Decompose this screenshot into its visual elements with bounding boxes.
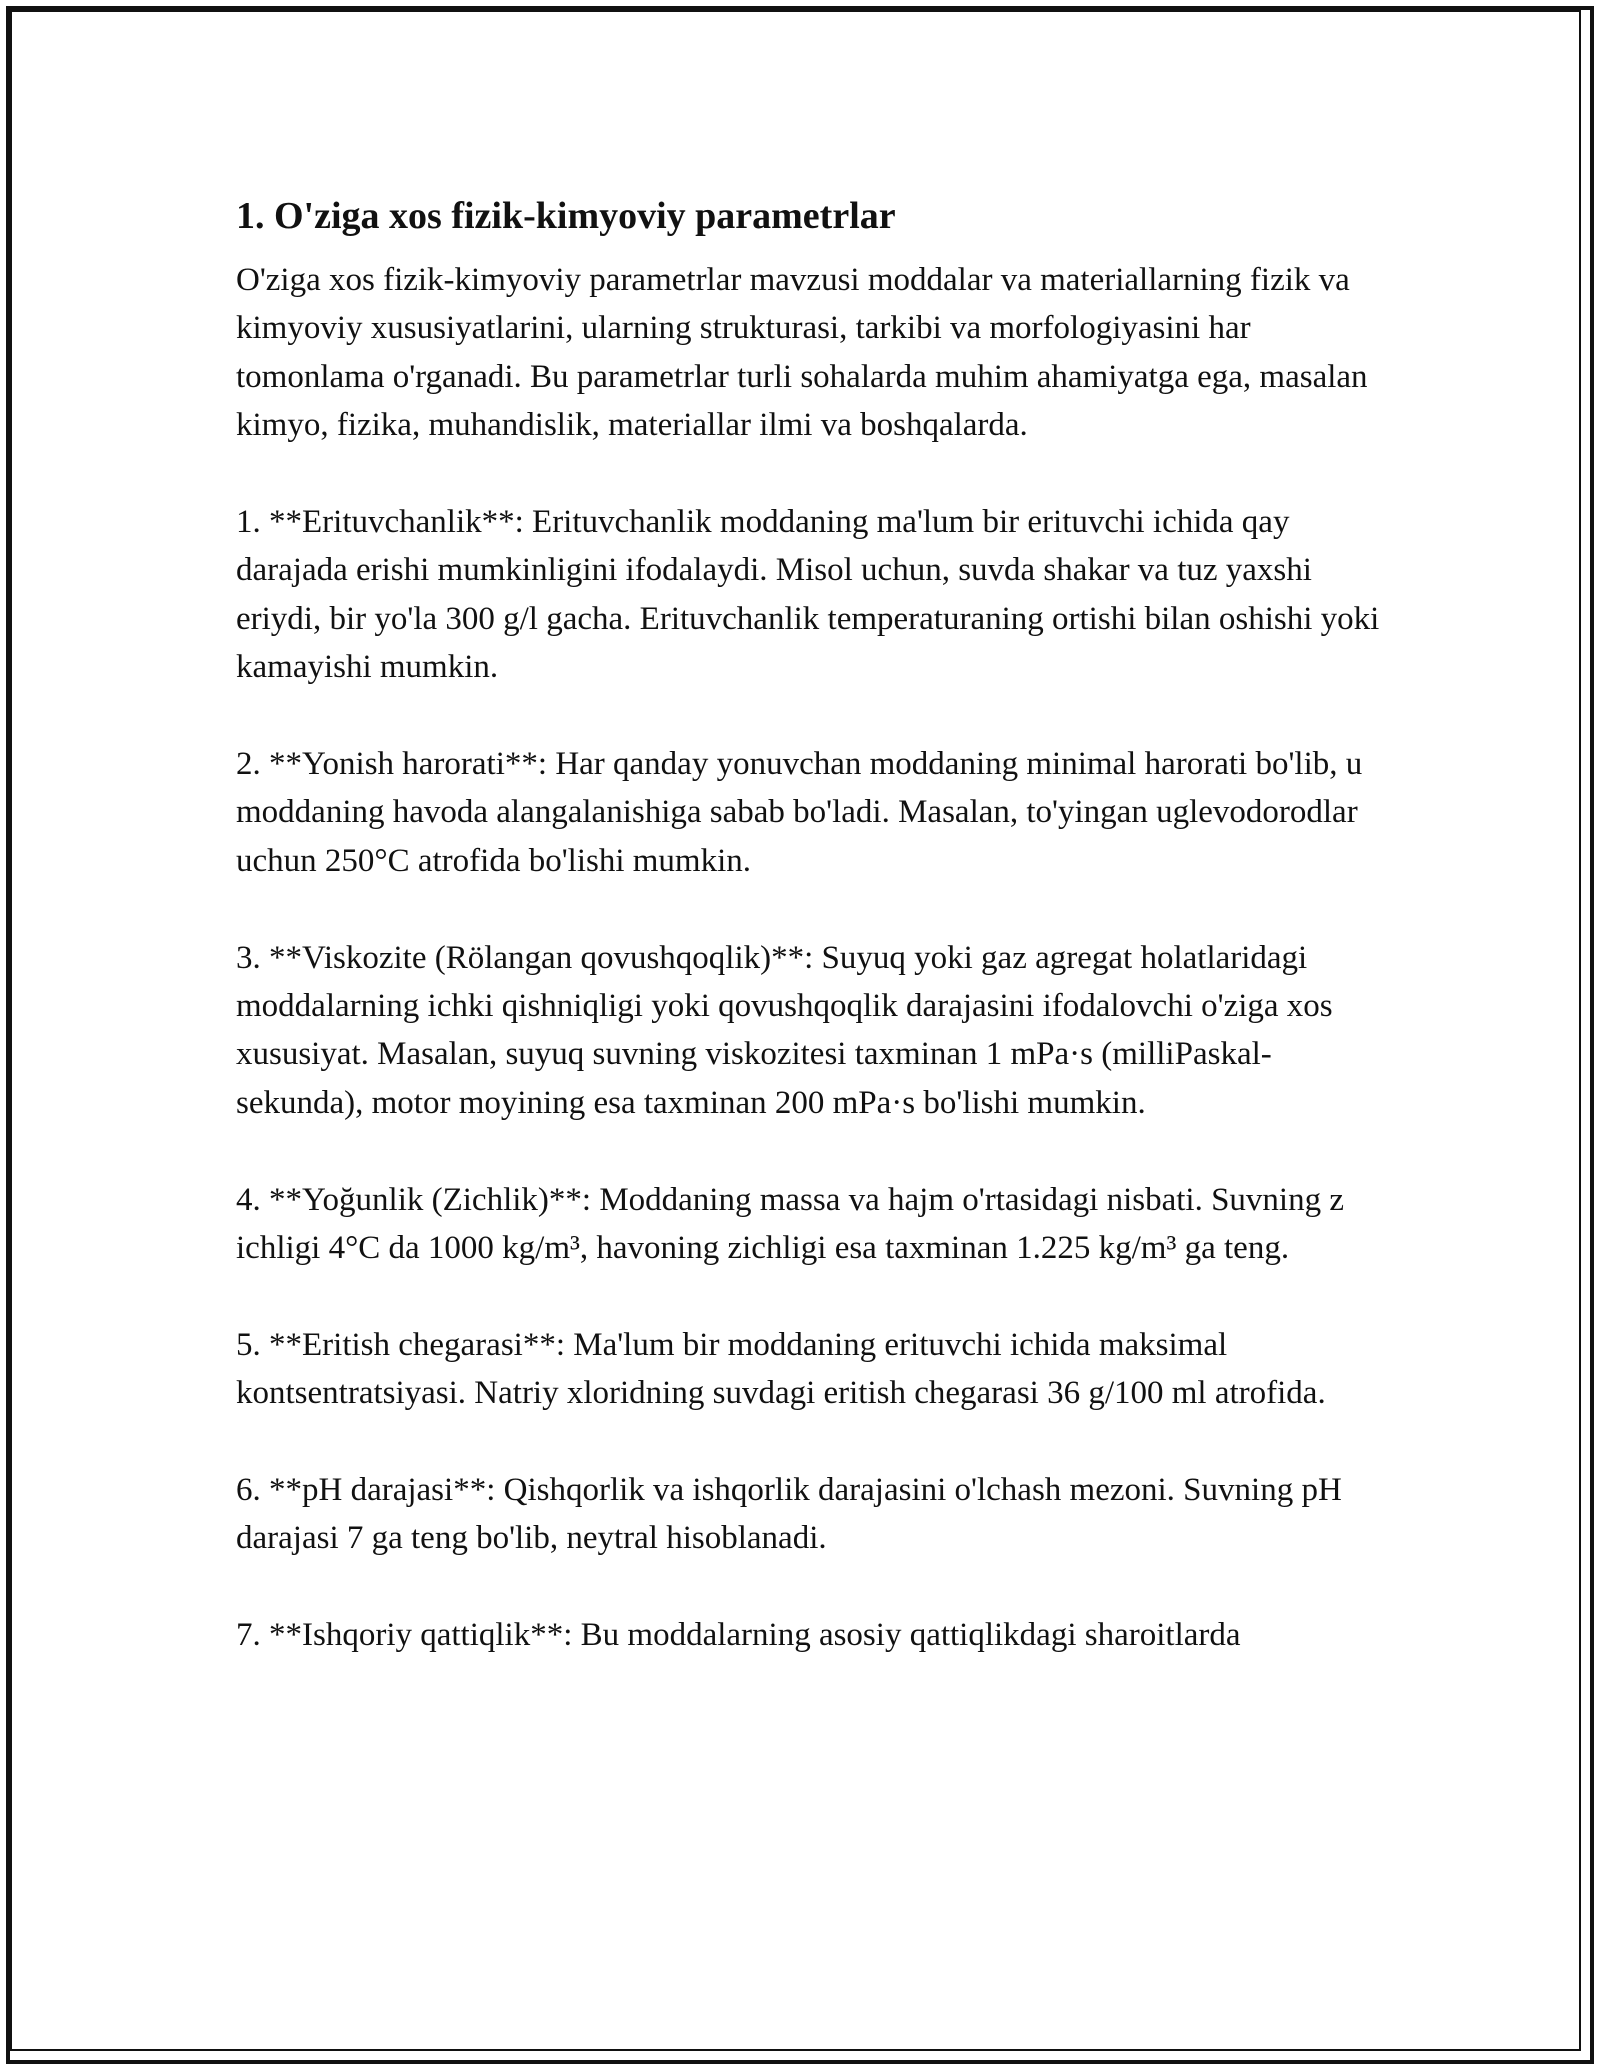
- paragraph-alkaline-hardness: 7. **Ishqoriy qattiqlik**: Bu moddalarning asosiy qattiqlikdagi sharoitlarda: [236, 1617, 1241, 1654]
- paragraph-ignition-temperature: 2. **Yonish harorati**: Har qanday yonuvchan moddaning minimal harorati bo'lib, u moddaning havoda alangalanishiga sabab bo'ladi. Masalan, to'yingan uglevodorodlar uchun 250°C atrofida bo'lishi mumkin.: [236, 746, 1363, 879]
- paragraph-ph-level: 6. **pH darajasi**: Qishqorlik va ishqorlik darajasini o'lchash mezoni. Suvning pH darajasi 7 ga teng bo'lib, neytral hisoblanadi.: [236, 1472, 1342, 1557]
- paragraph-solubility: 1. **Erituvchanlik**: Erituvchanlik moddaning ma'lum bir erituvchi ichida qay darajada erishi mumkinligini ifodalaydi. Misol uchun, suvda shakar va tuz yaxshi eriydi, bir yo'la 300 g/l gacha. Erituvchanlik temperaturaning ortishi bilan oshishi yoki kamayishi mumkin.: [236, 504, 1380, 686]
- document-body: [236, 188, 1386, 1708]
- paragraph-solubility-limit: 5. **Eritish chegarasi**: Ma'lum bir moddaning erituvchi ichida maksimal kontsentratsiyasi. Natriy xloridning suvdagi eritish chegarasi 36 g/100 ml atrofida.: [236, 1326, 1326, 1412]
- paragraph-density: 4. **Yoğunlik (Zichlik)**: Moddaning massa va hajm o'rtasidagi nisbati. Suvning z ichligi 4°C da 1000 kg/m³, havoning zichligi esa taxminan 1.225 kg/m³ ga teng.: [236, 1181, 1344, 1267]
- paragraph-viscosity: 3. **Viskozite (Rölangan qovushqoqlik)**: Suyuq yoki gaz agregat holatlaridagi moddalarning ichki qishniqligi yoki qovushqoqlik darajasini ifodalovchi o'ziga xos xususiyat. Masalan, suyuq suvning viskozitesi taxminan 1 mPa·s (milliPaskal-sekunda), motor moyining esa taxminan 200 mPa·s bo'lishi mumkin.: [236, 939, 1333, 1121]
- document-title: 1. O'ziga xos fizik-kimyoviy parametrlar: [236, 195, 896, 237]
- intro-paragraph: O'ziga xos fizik-kimyoviy parametrlar mavzusi moddalar va materiallarning fizik va kimyoviy xususiyatlarini, ularning strukturasi, tarkibi va morfologiyasini har tomonlama o'rganadi. Bu parametrlar turli sohalarda muhim ahamiyatga ega, masalan kimyo, fizika, muhandislik, materiallar ilmi va boshqalarda.: [236, 262, 1368, 444]
